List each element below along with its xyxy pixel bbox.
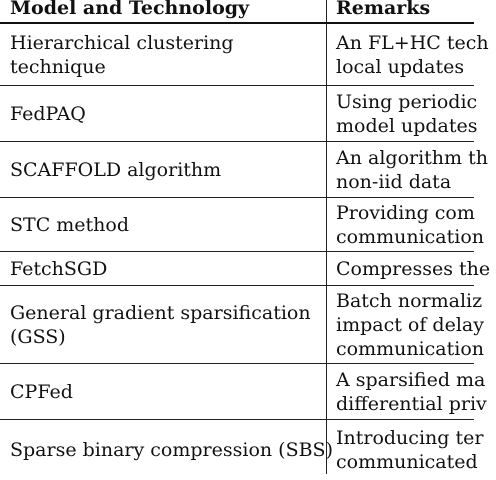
remark-line: Compresses the — [336, 257, 491, 280]
model-line: STC method — [10, 213, 130, 236]
remark-line: Introducing ter — [336, 427, 484, 449]
remark-line: communication — [336, 225, 485, 248]
model-line: FedPAQ — [10, 102, 86, 125]
model-line: Hierarchical clustering — [10, 31, 234, 54]
table-row — [0, 252, 491, 286]
remark-line: An FL+HC tech — [336, 31, 489, 54]
model-line: SCAFFOLD algorithm — [10, 158, 222, 181]
remark-line: An algorithm th — [336, 146, 488, 169]
remark-line: communicated — [336, 451, 478, 473]
model-line: Sparse binary compression (SBS) — [10, 439, 333, 461]
table-header-row — [0, 0, 474, 24]
model-line: technique — [10, 55, 106, 78]
remark-line: impact of delay — [336, 313, 484, 336]
table-row — [0, 420, 484, 480]
model-line: (GSS) — [10, 325, 66, 348]
model-line: CPFed — [10, 380, 73, 403]
remark-line: communication — [336, 337, 485, 360]
table-row — [0, 364, 487, 420]
table-row — [0, 24, 489, 86]
remark-line: Using periodic — [336, 90, 478, 113]
table-row — [0, 142, 488, 198]
table-row — [0, 286, 485, 364]
model-line: FetchSGD — [10, 257, 108, 280]
remark-line: A sparsified ma — [336, 368, 486, 391]
remark-line: differential priv — [336, 392, 487, 415]
header-remarks: Remarks — [336, 0, 431, 19]
remark-line: Batch normaliz — [336, 289, 483, 312]
remark-line: model updates — [336, 114, 478, 137]
remark-line: local updates — [336, 55, 465, 78]
remark-line: non-iid data — [336, 170, 452, 193]
remark-line: Providing com — [336, 201, 475, 224]
table-row — [0, 198, 485, 252]
table-row — [0, 86, 478, 142]
model-line: General gradient sparsification — [10, 301, 311, 324]
header-model-technology: Model and Technology — [10, 0, 250, 19]
